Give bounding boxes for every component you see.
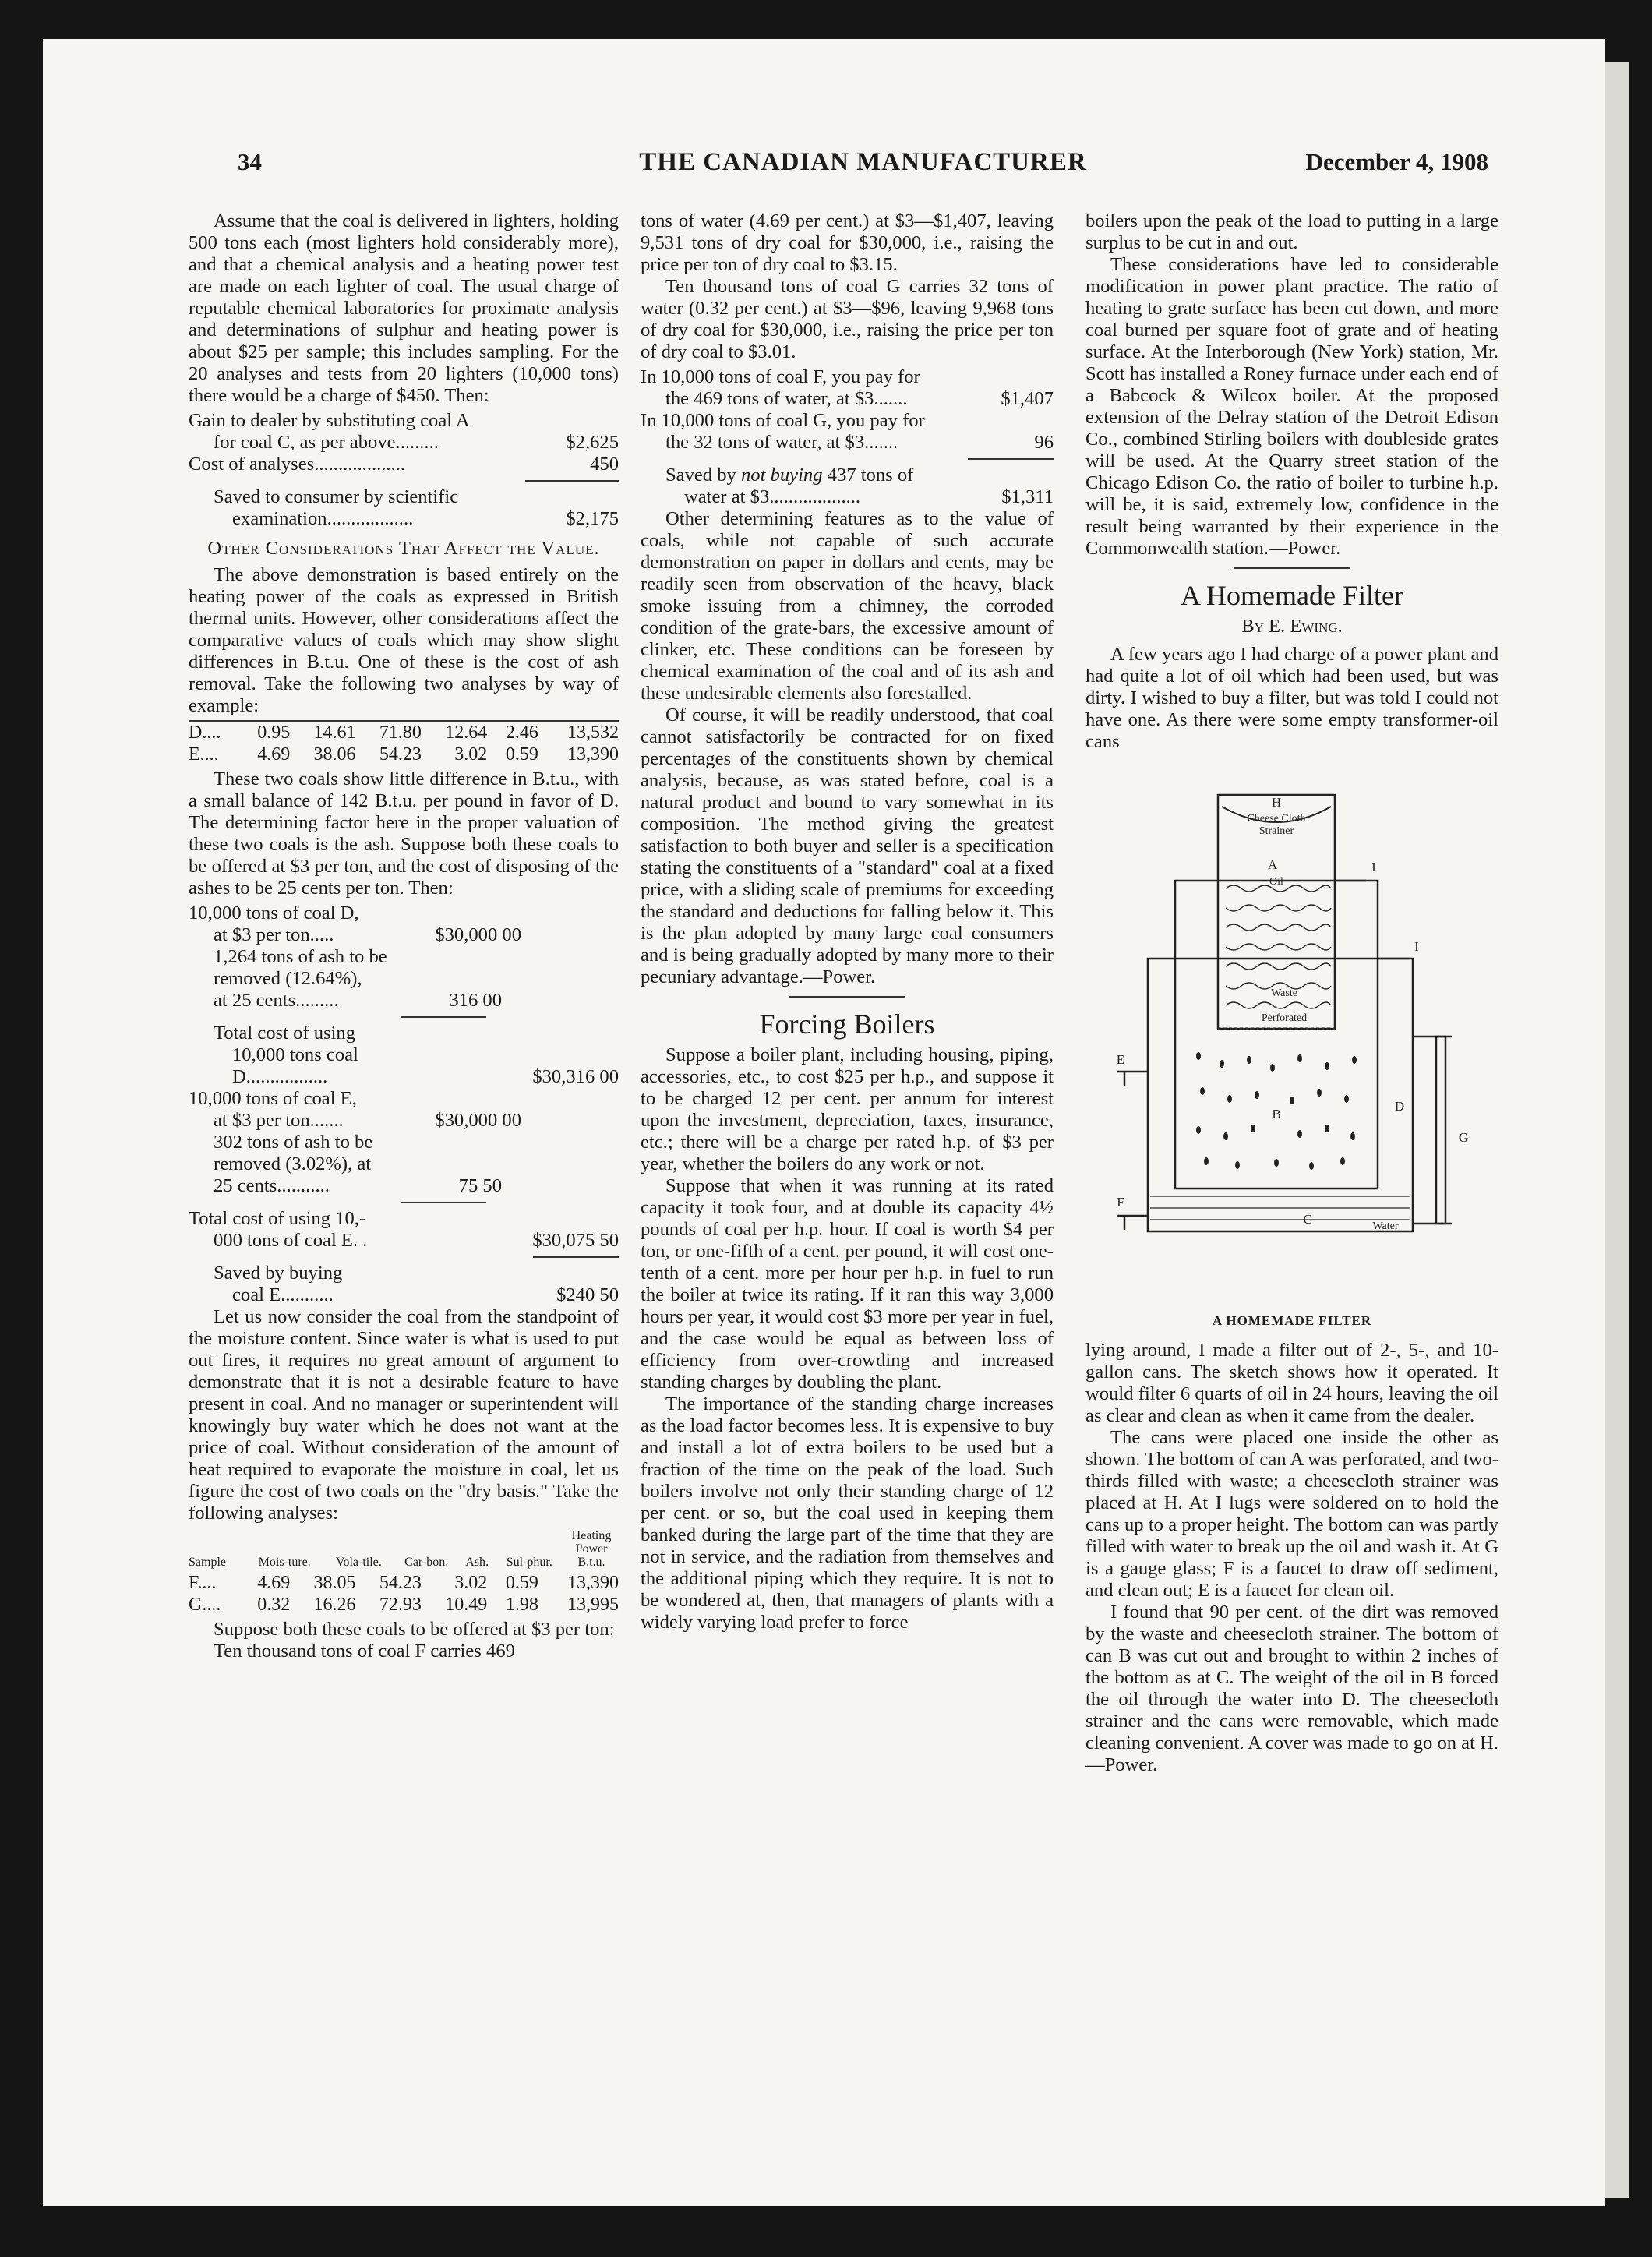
ledger-row bbox=[189, 1175, 502, 1197]
label-cheese-cloth: Cheese Cloth bbox=[1247, 813, 1306, 825]
table-cell: 13,390 bbox=[567, 1573, 619, 1593]
ledger-value: 75 50 bbox=[458, 1175, 502, 1196]
paragraph: Ten thousand tons of coal G carries 32 tons of water (0.32 per cent.) at $3—$96, leaving 9,968 tons of dry coal for $30,000, i.e., raising the price per ton of dry coal to $3.01. bbox=[641, 276, 1054, 362]
ledger-value: $30,316 00 bbox=[532, 1066, 619, 1087]
water-lines bbox=[1150, 1196, 1410, 1220]
ledger-row bbox=[189, 1284, 619, 1306]
ash-analysis-table bbox=[189, 720, 619, 765]
table-header-cell: Sul-phur. bbox=[506, 1556, 552, 1569]
faucet-f bbox=[1117, 1216, 1148, 1230]
ledger-row bbox=[189, 1066, 619, 1088]
filter-diagram bbox=[1105, 764, 1479, 1302]
saved-emphasis: not buying bbox=[741, 464, 823, 486]
paragraph: A few years ago I had charge of a power plant and had quite a lot of oil which had been used, but was dirty. I wished to buy a filter, but was told I could not have one. As there were some empty transformer-oil cans bbox=[1085, 644, 1498, 752]
paragraph: Suppose that when it was running at its rated capacity it took four, and at double its capacity 4½ pounds of coal per h.p. hour. If coal is worth $4 per ton, or one-fifth of a cent. per pound, it will cost one-tenth of a cent. more per hour per h.p. in fuel to run the boiler at twice its rating. If it ran this way 3,000 hours per year, it would cost $3 more per year in fuel, and the case would be equal as between loss of efficiency from over-crowding and increased standing charges by doubling the plant. bbox=[641, 1175, 1054, 1393]
table-header-row bbox=[189, 1529, 619, 1569]
ledger-row bbox=[641, 432, 1054, 454]
table-cell: 12.64 bbox=[445, 722, 488, 743]
ledger-label: Gain to dealer by substituting coal A bbox=[189, 410, 470, 431]
paragraph: Other determining features as to the value of coals, while not capable of such accurate demonstration on paper in dollars and cents, may be readily seen from observation of the heavy, black smoke issuing from a chimney, the corroded condition of the grate-bars, the excessive amount of clinker, etc. These conditions can be foreseen by chemical examination of the coal and of its ash and these undesirable elements also forestalled. bbox=[641, 508, 1054, 704]
ledger-label: Total cost of using 10,- bbox=[189, 1208, 366, 1229]
table-cell: 13,995 bbox=[567, 1595, 619, 1615]
ledger-value: $2,625 bbox=[566, 432, 619, 453]
ledger-row bbox=[641, 486, 1054, 508]
label-i-upper: I bbox=[1371, 860, 1376, 874]
moisture-table bbox=[189, 1572, 619, 1616]
ledger-value: $240 50 bbox=[556, 1284, 619, 1305]
ledger-label: Total cost of using bbox=[214, 1023, 356, 1044]
sum-rule bbox=[401, 1202, 486, 1203]
moisture-table-header bbox=[189, 1529, 619, 1569]
ledger-label: Cost of analyses................... bbox=[189, 454, 406, 475]
table-cell: E.... bbox=[189, 744, 219, 765]
paragraph: Suppose both these coals to be offered at $3 per ton: bbox=[214, 1619, 615, 1640]
ledger-row bbox=[189, 1153, 619, 1175]
table-cell: 4.69 bbox=[257, 1573, 291, 1593]
table-cell: 1.98 bbox=[505, 1595, 538, 1615]
gain-ledger bbox=[189, 410, 619, 530]
ledger-value: $30,075 50 bbox=[532, 1230, 619, 1251]
column-1 bbox=[189, 210, 619, 1662]
ledger-row bbox=[641, 388, 1054, 410]
ledger-row bbox=[189, 946, 619, 968]
ledger-row bbox=[189, 1088, 619, 1110]
ledger-row bbox=[189, 968, 619, 990]
table-header-cell: Vola-tile. bbox=[335, 1556, 382, 1569]
ledger-row bbox=[189, 432, 619, 454]
label-b: B bbox=[1272, 1107, 1281, 1121]
ledger-value: 450 bbox=[590, 454, 619, 475]
ledger-value: 316 00 bbox=[449, 990, 502, 1011]
ledger-label: 302 tons of ash to be bbox=[214, 1132, 373, 1153]
table-header-cell: Sample bbox=[189, 1556, 226, 1569]
ledger-row bbox=[189, 1230, 619, 1252]
ledger-row bbox=[189, 454, 619, 475]
ledger-label: Saved to consumer by scientific bbox=[214, 486, 459, 507]
column-2 bbox=[641, 210, 1054, 1634]
paragraph: Assume that the coal is delivered in lighters, holding 500 tons each (most lighters hold considerably more), and that a chemical analysis and a heating power test are made on each lighter of coal. The usual charge of reputable chemical laboratories for proximate analysis and determinations of sulphur and heating power is about $25 per sample; this includes sampling. For the 20 analyses and tests from 20 lighters (10,000 tons) there would be a charge of $450. Then: bbox=[189, 210, 619, 406]
label-f: F bbox=[1117, 1195, 1124, 1210]
ledger-label: 000 tons of coal E. . bbox=[214, 1230, 368, 1251]
table-header-cell: Heating Power B.t.u. bbox=[571, 1529, 612, 1569]
paragraph: lying around, I made a filter out of 2-, 5-, and 10-gallon cans. The sketch shows how it operated. It would filter 6 quarts of oil in 24 hours, leaving the oil as clear and clean as when it came from the dealer. bbox=[1085, 1340, 1498, 1426]
table-cell: 16.26 bbox=[313, 1595, 356, 1615]
table-cell: 13,390 bbox=[567, 744, 619, 765]
ledger-label: at 25 cents......... bbox=[214, 990, 339, 1011]
table-row bbox=[189, 744, 619, 765]
ledger-row bbox=[189, 486, 619, 508]
ledger-value: $1,311 bbox=[1001, 486, 1054, 507]
saved-text: Saved by bbox=[665, 464, 741, 486]
ledger-row bbox=[189, 410, 619, 432]
sum-rule bbox=[401, 1016, 486, 1018]
paragraph: Let us now consider the coal from the standpoint of the moisture content. Since water is what is used to put out fires, it requires no great amount of argument to demonstrate that it is not a desirable feature to have present in coal. And no manager or superintendent will knowingly buy water which he does not want at the price of coal. Without consideration of the amount of heat required to evaporate the moisture in coal, let us figure the cost of two coals on the "dry basis." Take the following analyses: bbox=[189, 1306, 619, 1524]
ledger-label: removed (3.02%), at bbox=[214, 1153, 372, 1174]
paragraph: These two coals show little difference in B.t.u., with a small balance of 142 B.t.u. per pound in favor of D. The determining factor here in the proper valuation of these two coals is the ash. Suppose both these coals to be offered at $3 per ton, and the cost of disposing of the ashes to be 25 cents per ton. Then: bbox=[189, 768, 619, 899]
label-i-lower: I bbox=[1414, 939, 1419, 954]
filter-figure bbox=[1085, 764, 1498, 1332]
table-row bbox=[189, 721, 619, 744]
table-cell: 0.95 bbox=[257, 722, 291, 743]
ledger-label: the 32 tons of water, at $3....... bbox=[665, 432, 898, 453]
table-cell: F.... bbox=[189, 1573, 217, 1593]
paragraph: Of course, it will be readily understood, that coal cannot satisfactorily be contracted for on fixed percentages of the constituents shown by chemical analysis, because, as was stated before, coal is a natural product and bound to vary somewhat in its composition. The method giving the greatest satisfaction to both buyer and seller is a specification stating the constituents of a "standard" coal at a fixed price, with a sliding scale of premiums for exceeding the standard and deductions for falling below it. This is the plan adopted by many large coal consumers and is being gradually adopted by many more to their pecuniary advantage.—Power. bbox=[641, 705, 1054, 987]
table-cell: 0.59 bbox=[505, 744, 538, 765]
paragraph: tons of water (4.69 per cent.) at $3—$1,407, leaving 9,531 tons of dry coal for $30,000, i.e., raising the price per ton of dry coal to $3.15. bbox=[641, 210, 1054, 275]
paragraph: boilers upon the peak of the load to putting in a large surplus to be cut in and out. bbox=[1085, 210, 1498, 253]
paragraph: Suppose a boiler plant, including housing, piping, accessories, etc., to cost $25 per h.p., and suppose it to be charged 12 per cent. per annum for interest upon the investment, depreciation, taxes, insurance, etc.; there will be a charge per rated h.p. of $3 per year, whether the boilers do any work or not. bbox=[641, 1044, 1054, 1174]
table-header-cell: Mois-ture. bbox=[258, 1556, 311, 1569]
page-number: 34 bbox=[238, 148, 262, 175]
ledger-row bbox=[641, 410, 1054, 432]
publication-title: THE CANADIAN MANUFACTURER bbox=[639, 148, 1087, 176]
ledger-label: water at $3................... bbox=[684, 486, 861, 507]
ledger-row bbox=[189, 1110, 521, 1132]
paragraph: The above demonstration is based entirely on the heating power of the coals as expressed in British thermal units. However, other considerations affect the comparative values of coals which may show slight differences in B.t.u. One of these is the cost of ash removal. Take the following two analyses by way of example: bbox=[189, 564, 619, 716]
ledger-label: Saved by buying bbox=[214, 1263, 343, 1284]
table-cell: 2.46 bbox=[505, 722, 538, 743]
table-cell: G.... bbox=[189, 1595, 221, 1615]
cost-ledger bbox=[189, 902, 619, 1306]
running-header bbox=[238, 148, 1488, 187]
table-cell: 38.05 bbox=[313, 1573, 356, 1593]
ledger-value: $30,000 00 bbox=[435, 924, 521, 945]
ledger-label: 10,000 tons of coal D, bbox=[189, 902, 359, 924]
table-cell: 14.61 bbox=[313, 722, 356, 743]
ledger-label: In 10,000 tons of coal F, you pay for bbox=[641, 366, 920, 387]
article-divider bbox=[789, 996, 905, 998]
ledger-label: removed (12.64%), bbox=[214, 968, 362, 989]
table-cell: 3.02 bbox=[454, 744, 488, 765]
ledger-label: 10,000 tons of coal E, bbox=[189, 1088, 357, 1109]
ledger-row bbox=[189, 924, 521, 946]
article-title: A Homemade Filter bbox=[1181, 580, 1403, 611]
paragraph: The importance of the standing charge increases as the load factor becomes less. It is expensive to buy and install a lot of extra boilers to be used but a fraction of the time on the peak of the load. Such boilers involve not only their standing charge of 12 per cent. or so, but the coal used in keeping them banked during the large part of the time that they are not in service, and the radiation from themselves and the additional piping which they require. It is not to be wondered at, then, that managers of plants with a widely varying load prefer to force bbox=[641, 1393, 1054, 1633]
ledger-row bbox=[189, 1208, 619, 1230]
ledger-label: 1,264 tons of ash to be bbox=[214, 946, 387, 967]
ledger-label: at $3 per ton..... bbox=[214, 924, 334, 945]
label-g: G bbox=[1458, 1130, 1469, 1145]
gauge-glass-g bbox=[1436, 1037, 1446, 1224]
label-h: H bbox=[1271, 795, 1282, 810]
saved-text: 437 tons of bbox=[822, 464, 914, 486]
table-header-cell: Ash. bbox=[465, 1556, 489, 1569]
sum-rule bbox=[968, 458, 1054, 460]
article-title: Forcing Boilers bbox=[759, 1008, 935, 1040]
ledger-row bbox=[189, 508, 619, 530]
ledger-row bbox=[189, 990, 502, 1012]
label-d: D bbox=[1394, 1099, 1405, 1114]
label-e: E bbox=[1116, 1052, 1125, 1067]
table-cell: 0.32 bbox=[257, 1595, 291, 1615]
ledger-label: at $3 per ton....... bbox=[214, 1110, 344, 1131]
ledger-label: D................. bbox=[232, 1066, 328, 1087]
can-b-outline bbox=[1175, 881, 1378, 1189]
ledger-row bbox=[189, 1023, 619, 1044]
paragraph: Ten thousand tons of coal F carries 469 bbox=[214, 1641, 515, 1662]
faucet-e bbox=[1117, 1072, 1148, 1086]
ledger-row bbox=[189, 1044, 619, 1066]
ledger-value: 96 bbox=[1034, 432, 1054, 453]
ledger-label: 25 cents........... bbox=[214, 1175, 330, 1196]
water-ledger bbox=[641, 366, 1054, 508]
ledger-label: for coal C, as per above......... bbox=[214, 432, 439, 453]
table-cell: 54.23 bbox=[379, 744, 422, 765]
ledger-label: examination.................. bbox=[232, 508, 414, 529]
sum-rule bbox=[533, 1256, 619, 1258]
label-strainer: Strainer bbox=[1258, 825, 1294, 837]
label-a: A bbox=[1267, 857, 1278, 872]
ledger-row bbox=[641, 464, 1054, 486]
ledger-row bbox=[641, 366, 1054, 388]
ledger-value: $2,175 bbox=[566, 508, 619, 529]
ledger-row bbox=[189, 902, 619, 924]
ledger-label: In 10,000 tons of coal G, you pay for bbox=[641, 410, 925, 431]
ledger-label: coal E........... bbox=[232, 1284, 334, 1305]
ledger-label: 10,000 tons coal bbox=[232, 1044, 358, 1065]
paragraph: I found that 90 per cent. of the dirt was removed by the waste and cheesecloth strainer. The bottom of can B was cut out and brought to within 2 inches of the bottom as at C. The weight of the oil in B forced the oil through the water into D. The cheesecloth strainer and the cans were removable, which made cleaning convenient. A cover was made to go on at H.—Power. bbox=[1085, 1602, 1498, 1775]
ledger-value: $1,407 bbox=[1001, 388, 1054, 409]
table-cell: 72.93 bbox=[379, 1595, 422, 1615]
table-cell: 10.49 bbox=[445, 1595, 488, 1615]
figure-caption: A HOMEMADE FILTER bbox=[1212, 1313, 1372, 1328]
table-cell: 4.69 bbox=[257, 744, 291, 765]
byline: By E. Ewing. bbox=[1241, 616, 1343, 637]
sum-rule bbox=[525, 480, 619, 482]
table-cell: 13,532 bbox=[567, 722, 619, 743]
article-divider bbox=[1234, 567, 1350, 569]
ledger-label: the 469 tons of water, at $3....... bbox=[665, 388, 908, 409]
table-header-cell: Car-bon. bbox=[404, 1556, 449, 1569]
label-perforated: Perforated bbox=[1261, 1012, 1308, 1024]
ledger-row bbox=[189, 1132, 619, 1153]
ledger-row bbox=[189, 1263, 619, 1284]
paragraph: These considerations have led to considerable modification in power plant practice. The ratio of heating to grate surface has been cut down, and more coal burned per square foot of grate and of heating surface. At the Interborough (New York) station, Mr. Scott has installed a Roney furnace under each end of a Babcock & Wilcox boiler. At the proposed extension of the Delray station of the Detroit Edison Co., combined Stirling boilers with doubleside grates will be used. At the Quarry street station of the Chicago Edison Co. the ratio of boiler to turbine h.p. will be, it is said, extremely low, confidence in the result being warranted by their experience in the Commonwealth station.—Power. bbox=[1085, 254, 1498, 559]
can-d-outline bbox=[1148, 959, 1413, 1231]
table-row bbox=[189, 1572, 619, 1594]
ledger-value: $30,000 00 bbox=[435, 1110, 521, 1131]
label-water: Water bbox=[1372, 1220, 1399, 1232]
table-cell: D.... bbox=[189, 722, 221, 743]
diagram-labels bbox=[1117, 795, 1468, 1232]
table-cell: 54.23 bbox=[379, 1573, 422, 1593]
label-oil: Oil bbox=[1269, 876, 1283, 888]
issue-date: December 4, 1908 bbox=[1305, 148, 1488, 175]
table-row bbox=[189, 1594, 619, 1616]
section-heading: Other Considerations That Affect the Value. bbox=[207, 538, 600, 559]
table-cell: 3.02 bbox=[454, 1573, 488, 1593]
label-waste: Waste bbox=[1271, 987, 1297, 999]
column-3 bbox=[1085, 210, 1498, 1776]
table-cell: 38.06 bbox=[313, 744, 356, 765]
paragraph: The cans were placed one inside the other as shown. The bottom of can A was perforated, and two-thirds filled with waste; a cheesecloth strainer was placed at H. At I lugs were soldered on to hold the cans up to a proper height. The bottom can was partly filled with water to break up the oil and wash it. At G is a gauge glass; F is a faucet to draw off sediment, and clean out; E is a faucet for clean oil. bbox=[1085, 1427, 1498, 1601]
ledger-label bbox=[665, 464, 1054, 486]
label-c: C bbox=[1303, 1212, 1312, 1227]
table-cell: 0.59 bbox=[505, 1573, 538, 1593]
table-cell: 71.80 bbox=[379, 722, 422, 743]
